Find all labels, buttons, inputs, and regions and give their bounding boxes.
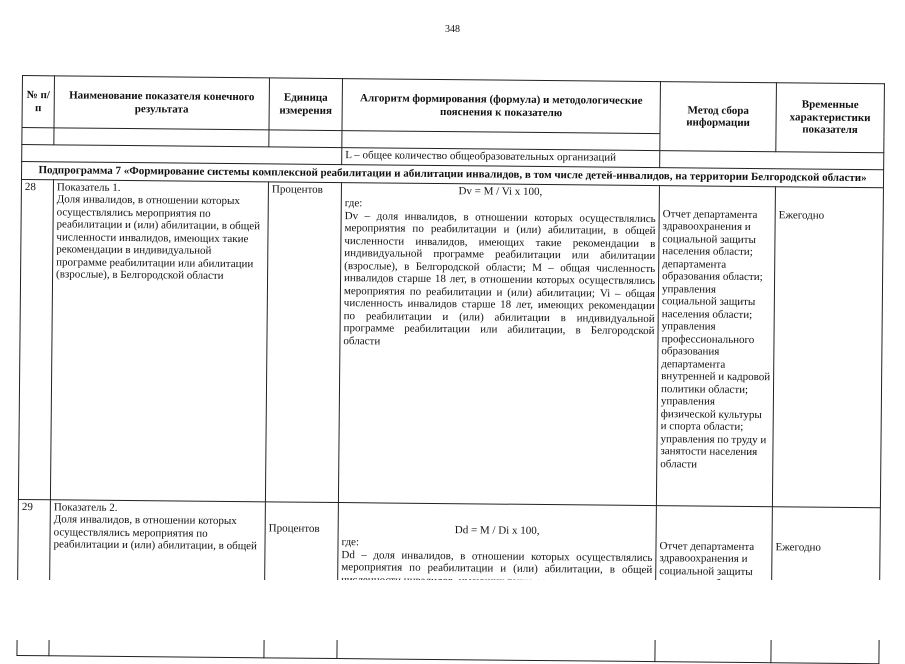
algorithm-cell xyxy=(338,182,659,505)
header-method: Метод сбора информации xyxy=(660,82,777,152)
header-name: Наименование показателя конечного результата xyxy=(54,76,269,130)
time-cell: Ежегодно xyxy=(771,506,880,663)
indicator-name-cell xyxy=(50,179,268,501)
unit-cell: Процентов xyxy=(265,181,341,502)
carryover-note: L – общее количество общеобразовательных организаций xyxy=(342,148,660,168)
page-number: 348 xyxy=(445,24,460,35)
carryover-empty xyxy=(660,151,884,170)
method-cell: Отчет департамента здравоохранения и социальной защиты населения области; департамента образования области; управления социальной защиты населения области; управления профессионального образования департамента внутренней и кадровой политики области; управления физической культуры и спорта области; управления по труду и занятости населения области xyxy=(656,185,775,506)
page-bottom-margin xyxy=(0,580,905,640)
indicator-description: Доля инвалидов, в отношении которых осуществлялись мероприятия по реабилитации и (или) абилитации, в общей xyxy=(53,513,258,553)
header-time: Временные характеристики показателя xyxy=(776,83,885,153)
indicator-title: Показатель 1. xyxy=(56,180,121,194)
formula-explanation: Dv – доля инвалидов, в отношении которых осуществлялись мероприятия по реабилитации и (или) абилитации, в общей численности инвалидов, имеющих такие рекомендации в индивидуальной программе реабилитации или абилитации (взрослые), в Белгородской области; M – общая численность инвалидов старше 18 лет, в отношении которых осуществлялись мероприятия по реабилитации и (или) абилитации; Vi – общая численность инвалидов старше 18 лет, имеющих рекомендации по реабилитации и (или) абилитации в индивидуальной программе реабилитации или абилитации, в Белгородской области xyxy=(343,209,656,347)
subprogram-title: Подпрограмма 7 «Формирование системы комплексной реабилитации и абилитации инвалидов, в том числе детей-инвалидов, на территории Белгородской области» xyxy=(22,162,884,188)
header-unit: Единица измерения xyxy=(269,78,342,131)
formula: Dd = M / Di x 100, xyxy=(454,523,540,537)
unit-cell: Процентов xyxy=(264,501,338,658)
spacer-cell xyxy=(269,130,342,148)
indicator-title: Показатель 2. xyxy=(53,500,118,514)
formula-explanation: Dd – доля инвалидов, в отношении которых осуществлялись мероприятия по реабилитации и (или) абилитации, в общей xyxy=(341,548,653,577)
method-cell: Отчет департамента здравоохранения и социальной защиты xyxy=(655,505,772,662)
header-algorithm: Алгоритм формирования (формула) и методологические пояснения к показателю xyxy=(342,79,660,134)
indicator-description: Доля инвалидов, в отношении которых осуществлялись мероприятия по реабилитации и (или) абилитации, в общей численности инвалидов, имеющих такие рекомендации в индивидуальной программе реабилитации или абилитации (взрослые), в Белгородской области xyxy=(56,193,261,282)
header-num: № п/п xyxy=(22,76,54,128)
spacer-cell xyxy=(22,128,54,145)
table-row xyxy=(18,179,883,507)
indicators-table xyxy=(16,75,885,664)
row-number: 29 xyxy=(17,499,50,655)
formula-where: где: xyxy=(344,197,363,210)
formula: Dv = M / Vi x 100, xyxy=(458,184,543,198)
time-cell: Ежегодно xyxy=(772,186,883,507)
row-number: 28 xyxy=(18,179,53,499)
formula-where: где: xyxy=(341,536,360,549)
spacer-cell xyxy=(54,128,269,147)
table-header-row xyxy=(22,76,884,136)
